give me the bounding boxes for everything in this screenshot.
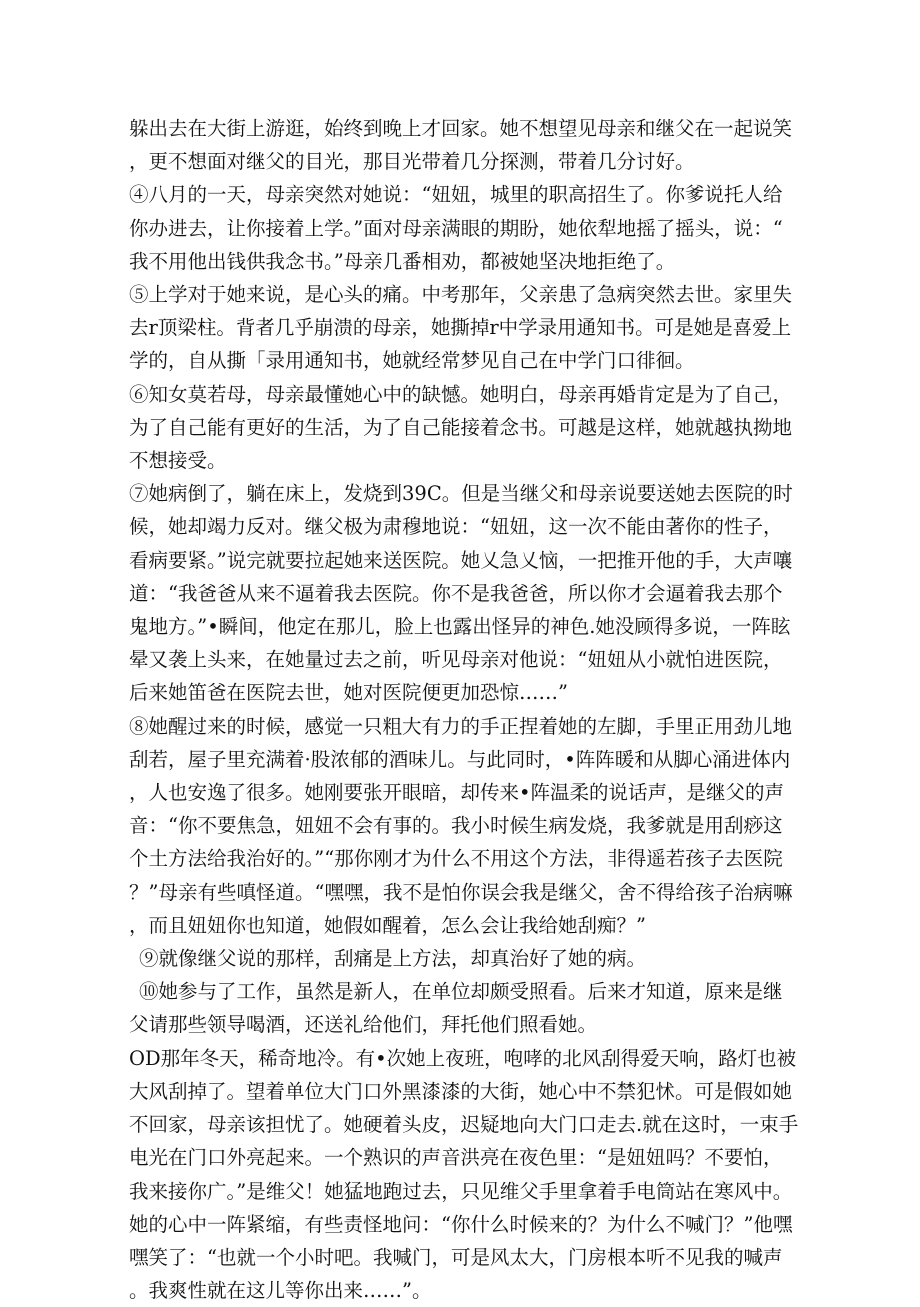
paragraph-7: ⑦她病倒了，躺在床上，发烧到39C。但是当继父和母亲说要送她去医院的时候，她却竭力反对。继父极为肃穆地说：“妞妞，这一次不能由著你的性子，看病要紧。”说完就要拉起她来送医院。她乂急乂恼，一把推开他的手，大声嚷道：“我爸爸从来不逼着我去医院。你不是我爸爸，所以你才会逼着我去那个鬼地方。”•瞬间，他定在那儿，脸上也露出怪异的神色.她没顾得多说，一阵眩晕又袭上头来，在她量过去之前，听见母亲对他说：“妞妞从小就怕进医院，后来她笛爸在医院去世，她对医院便更加恐惊……” bbox=[129, 482, 793, 705]
paragraph-8: ⑧她醒过来的时候，感觉一只粗大有力的手正捏着她的左脚，手里正用劲儿地刮若，屋子里充满着·股浓郁的酒味儿。与此同时，•阵阵暖和从脚心涌进体内，人也安逸了很多。她刚要张开眼暗，却传来•阵温柔的说话声，是继父的声音：“你不要焦急，妞妞不会有事的。我小时候生病发烧，我爹就是用刮痧这个土方法给我治好的。”“那你刚才为什么不用这个方法，非得遥若孩子去医院？”母亲有些嗔怪道。“嘿嘿，我不是怕你误会我是继父，舍不得给孩子治病嘛，而且妞妞你也知道，她假如醒着，怎么会让我给她刮痴？” bbox=[129, 714, 793, 937]
paragraph-9: ⑨就像继父说的那样，刮痛是上方法，却真治好了她的病。 bbox=[139, 947, 647, 971]
paragraph-6: ⑥知女莫若母，母亲最懂她心中的缺憾。她明白，母亲再婚肯定是为了自己，为了自己能有更好的生活，为了自己能接着念书。可越是这样，她就越执拗地不想接受。 bbox=[129, 382, 793, 473]
paragraph-4: ④八月的一天，母亲突然对她说：“妞妞，城里的职高招生了。你爹说托人给你办进去，让你接着上学。”面对母亲满眼的期盼，她依犁地摇了摇头，说：“我不用他出钱供我念书。”母亲几番相劝，都被她坚决地拒绝了。 bbox=[129, 183, 783, 273]
paragraph-5: ⑤上学对于她来说，是心头的痛。中考那年，父亲患了急病突然去世。家里失去r顶梁柱。背者几乎崩溃的母亲，她撕掉r中学录用通知书。可是她是喜爱上学的，自从撕「录用通知书，她就经常梦见自己在中学门口徘徊。 bbox=[129, 283, 793, 373]
article-body bbox=[129, 112, 799, 1307]
paragraph-10: ⑩她参与了工作，虽然是新人，在单位却颇受照看。后来才知道，原来是继父请那些领导喝酒，还送礼给他们，拜托他们照看她。 bbox=[129, 980, 783, 1037]
paragraph-11: OD那年冬天，稀奇地冷。有•次她上夜班，咆哮的北风刮得爱天响，路灯也被大风刮掉了。望着单位大门口外黑漆漆的大街，她心中不禁犯怵。可是假如她不回家，母亲该担忧了。她硬着头皮，迟疑地向大门口走去.就在这时，一束手电光在门口外亮起来。一个熟识的声音洪亮在夜色里：“是妞妞吗？不要怕，我来接你广。”是维父！她猛地跑过去，只见维父手里拿着手电筒站在寒风中。她的心中一阵紧缩，有些责怪地问：“你什么时候来的？为什么不喊门？”他嘿嘿笑了：“也就一个小时吧。我喊门，可是风太大，门房根本听不见我的喊声。我爽性就在这儿等你出来……”。 bbox=[129, 1046, 799, 1303]
paragraph-continued: 躲出去在大街上游逛，始终到晚上才回家。她不想望见母亲和继父在一起说笑，更不想面对继父的目光，那目光带着几分探测，带着几分讨好。 bbox=[129, 117, 793, 174]
